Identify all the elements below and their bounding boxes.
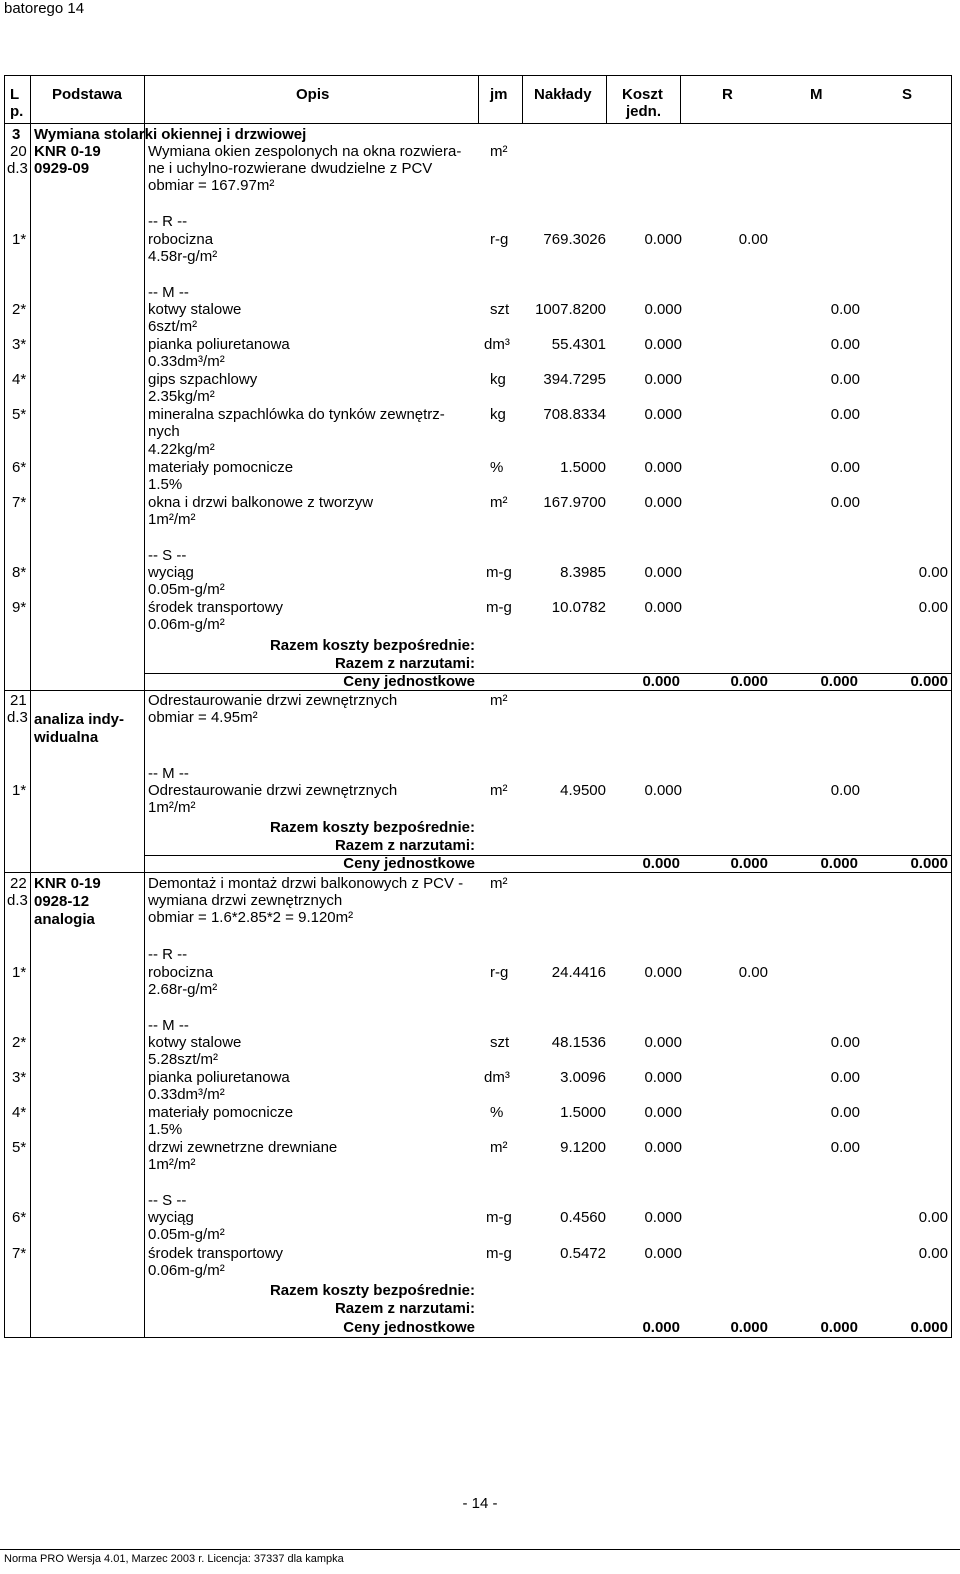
row-price: 0.000 <box>644 599 682 616</box>
row-lp: 8* <box>12 564 27 581</box>
item-quantity: obmiar = 167.97m² <box>148 177 275 194</box>
row-unit: % <box>490 459 504 476</box>
col-basis-divider <box>144 75 145 1338</box>
unit-price-s: 0.000 <box>910 673 948 690</box>
row-cost: 0.00 <box>830 406 860 423</box>
item-basis: analiza indy- <box>34 711 125 728</box>
unit-price-total: 0.000 <box>642 1319 680 1336</box>
col-lp-divider <box>30 75 31 1338</box>
table-bottom-border <box>4 1337 952 1338</box>
row-price: 0.000 <box>644 1069 682 1086</box>
row-value: 394.7295 <box>543 371 606 388</box>
unit-prices-label: Ceny jednostkowe <box>343 855 475 872</box>
row-norm: 4.58r-g/m² <box>148 248 218 265</box>
row-value: 1007.8200 <box>535 301 606 318</box>
row-unit: % <box>490 1104 504 1121</box>
row-cost: 0.00 <box>738 231 768 248</box>
row-norm: 4.22kg/m² <box>148 441 215 458</box>
row-value: 4.9500 <box>560 782 606 799</box>
row-value: 708.8334 <box>543 406 606 423</box>
row-name: środek transportowy <box>148 599 284 616</box>
row-price: 0.000 <box>644 371 682 388</box>
row-norm: 0.06m-g/m² <box>148 1262 225 1279</box>
header-koszt: Koszt <box>622 86 663 103</box>
row-value: 48.1536 <box>551 1034 606 1051</box>
row-norm: 0.33dm³/m² <box>148 1086 225 1103</box>
row-value: 0.5472 <box>560 1245 606 1262</box>
row-value: 167.9700 <box>543 494 606 511</box>
row-cost: 0.00 <box>830 301 860 318</box>
header-opis: Opis <box>296 86 330 103</box>
row-cost: 0.00 <box>830 459 860 476</box>
row-lp: 9* <box>12 599 27 616</box>
total-direct-label: Razem koszty bezpośrednie: <box>269 637 475 654</box>
item-number: d.3 <box>7 892 28 909</box>
row-unit: m-g <box>486 599 512 616</box>
row-unit: r-g <box>490 964 509 981</box>
row-unit: m-g <box>486 1245 512 1262</box>
row-price: 0.000 <box>644 1034 682 1051</box>
row-name: wyciąg <box>148 564 194 581</box>
row-value: 24.4416 <box>551 964 606 981</box>
group-label: -- M -- <box>148 1017 189 1034</box>
header-r: R <box>722 86 733 103</box>
row-price: 0.000 <box>644 964 682 981</box>
row-unit: dm³ <box>484 336 510 353</box>
row-price: 0.000 <box>644 336 682 353</box>
row-value: 9.1200 <box>560 1139 606 1156</box>
row-unit: m-g <box>486 564 512 581</box>
row-name: mineralna szpachlówka do tynków zewnętrz- <box>148 406 445 423</box>
item-description: Odrestaurowanie drzwi zewnętrznych <box>148 692 398 709</box>
row-value: 8.3985 <box>560 564 606 581</box>
row-unit: dm³ <box>484 1069 510 1086</box>
row-cost: 0.00 <box>918 1245 948 1262</box>
row-norm: 2.35kg/m² <box>148 388 215 405</box>
row-value: 769.3026 <box>543 231 606 248</box>
item-description: Demontaż i montaż drzwi balkonowych z PCV - <box>148 875 464 892</box>
row-norm: 1m²/m² <box>148 1156 196 1173</box>
total-direct-label: Razem koszty bezpośrednie: <box>269 1282 475 1299</box>
row-cost: 0.00 <box>830 1104 860 1121</box>
total-direct-label: Razem koszty bezpośrednie: <box>269 819 475 836</box>
row-unit: m² <box>490 494 508 511</box>
row-norm: 1m²/m² <box>148 511 196 528</box>
row-unit: r-g <box>490 231 509 248</box>
total-markup-label: Razem z narzutami: <box>334 1300 475 1317</box>
item-basis: 0928-12 <box>34 893 90 910</box>
row-norm: 6szt/m² <box>148 318 198 335</box>
row-lp: 5* <box>12 1139 27 1156</box>
item-unit: m² <box>490 875 508 892</box>
row-lp: 5* <box>12 406 27 423</box>
section-title: Wymiana stolarki okiennej i drzwiowej <box>34 126 307 143</box>
item-description: wymiana drzwi zewnętrznych <box>148 892 343 909</box>
row-cost: 0.00 <box>830 1034 860 1051</box>
row-norm: 0.06m-g/m² <box>148 616 225 633</box>
item-basis: 0929-09 <box>34 160 90 177</box>
row-name: materiały pomocnicze <box>148 1104 294 1121</box>
row-lp: 3* <box>12 1069 27 1086</box>
row-value: 0.4560 <box>560 1209 606 1226</box>
unit-price-s: 0.000 <box>910 1319 948 1336</box>
row-name: kotwy stalowe <box>148 1034 242 1051</box>
item-basis: widualna <box>34 729 99 746</box>
row-norm: 0.05m-g/m² <box>148 1226 225 1243</box>
table-right-border <box>951 75 952 1338</box>
group-label: -- R -- <box>148 213 188 230</box>
group-label: -- M -- <box>148 284 189 301</box>
unit-prices-label: Ceny jednostkowe <box>343 673 475 690</box>
row-norm: 0.05m-g/m² <box>148 581 225 598</box>
total-markup-label: Razem z narzutami: <box>334 837 475 854</box>
row-norm: 1m²/m² <box>148 799 196 816</box>
row-price: 0.000 <box>644 782 682 799</box>
row-price: 0.000 <box>644 301 682 318</box>
row-lp: 2* <box>12 301 27 318</box>
section-number: 3 <box>12 126 21 143</box>
row-price: 0.000 <box>644 459 682 476</box>
row-norm: 5.28szt/m² <box>148 1051 219 1068</box>
page-title: batorego 14 <box>4 0 85 17</box>
header-jm: jm <box>490 86 508 103</box>
row-name: gips szpachlowy <box>148 371 258 388</box>
row-name: pianka poliuretanowa <box>148 1069 290 1086</box>
page-number: - 14 - <box>462 1495 498 1512</box>
header-lp: p. <box>10 103 24 120</box>
group-label: -- R -- <box>148 946 188 963</box>
item-basis: KNR 0-19 <box>34 875 101 892</box>
item-separator <box>4 872 952 873</box>
item-separator <box>4 690 952 691</box>
header-naklady: Nakłady <box>534 86 592 103</box>
row-cost: 0.00 <box>918 1209 948 1226</box>
row-cost: 0.00 <box>918 599 948 616</box>
item-number: 20 <box>10 143 27 160</box>
group-label: -- S -- <box>148 547 187 564</box>
item-basis: KNR 0-19 <box>34 143 101 160</box>
unit-price-r: 0.000 <box>730 855 768 872</box>
item-number: 22 <box>10 875 27 892</box>
row-value: 1.5000 <box>560 1104 606 1121</box>
row-name: robocizna <box>148 964 214 981</box>
row-unit: kg <box>490 371 506 388</box>
unit-price-m: 0.000 <box>820 855 858 872</box>
unit-price-s: 0.000 <box>910 855 948 872</box>
header-s: S <box>902 86 913 103</box>
row-cost: 0.00 <box>830 371 860 388</box>
item-unit: m² <box>490 692 508 709</box>
row-lp: 1* <box>12 964 27 981</box>
item-basis: analogia <box>34 911 95 928</box>
row-lp: 7* <box>12 1245 27 1262</box>
row-price: 0.000 <box>644 1104 682 1121</box>
row-lp: 4* <box>12 1104 27 1121</box>
row-unit: m-g <box>486 1209 512 1226</box>
row-unit: m² <box>490 782 508 799</box>
row-value: 55.4301 <box>551 336 606 353</box>
row-name: kotwy stalowe <box>148 301 242 318</box>
row-lp: 1* <box>12 782 27 799</box>
row-lp: 4* <box>12 371 27 388</box>
row-name: Odrestaurowanie drzwi zewnętrznych <box>148 782 398 799</box>
row-unit: m² <box>490 1139 508 1156</box>
item-unit: m² <box>490 143 508 160</box>
header-lp: L <box>10 86 20 103</box>
header-bottom-border <box>4 123 952 124</box>
row-name: pianka poliuretanowa <box>148 336 290 353</box>
row-lp: 2* <box>12 1034 27 1051</box>
item-description: Wymiana okien zespolonych na okna rozwiera- <box>148 143 462 160</box>
unit-price-m: 0.000 <box>820 673 858 690</box>
header-podstawa: Podstawa <box>52 86 123 103</box>
row-unit: kg <box>490 406 506 423</box>
unit-prices-label: Ceny jednostkowe <box>343 1319 475 1336</box>
item-quantity: obmiar = 4.95m² <box>148 709 258 726</box>
row-name: materiały pomocnicze <box>148 459 294 476</box>
row-value: 3.0096 <box>560 1069 606 1086</box>
item-number: 21 <box>10 692 27 709</box>
row-lp: 6* <box>12 1209 27 1226</box>
row-name: środek transportowy <box>148 1245 284 1262</box>
row-value: 10.0782 <box>551 599 606 616</box>
header-m: M <box>810 86 823 103</box>
row-norm: 0.33dm³/m² <box>148 353 225 370</box>
unit-price-m: 0.000 <box>820 1319 858 1336</box>
row-norm: 2.68r-g/m² <box>148 981 218 998</box>
item-number: d.3 <box>7 160 28 177</box>
row-value: 1.5000 <box>560 459 606 476</box>
header-col-divider <box>680 75 681 123</box>
row-price: 0.000 <box>644 231 682 248</box>
row-cost: 0.00 <box>738 964 768 981</box>
row-unit: szt <box>490 301 510 318</box>
unit-price-total: 0.000 <box>642 855 680 872</box>
row-price: 0.000 <box>644 564 682 581</box>
row-name: drzwi zewnetrzne drewniane <box>148 1139 338 1156</box>
unit-price-r: 0.000 <box>730 673 768 690</box>
table-left-border <box>4 75 5 1338</box>
row-norm: 1.5% <box>148 476 183 493</box>
row-unit: szt <box>490 1034 510 1051</box>
row-cost: 0.00 <box>830 782 860 799</box>
header-col-divider <box>522 75 523 123</box>
row-cost: 0.00 <box>830 1069 860 1086</box>
row-cost: 0.00 <box>830 336 860 353</box>
row-cost: 0.00 <box>830 1139 860 1156</box>
row-price: 0.000 <box>644 494 682 511</box>
item-number: d.3 <box>7 709 28 726</box>
row-lp: 3* <box>12 336 27 353</box>
header-col-divider <box>606 75 607 123</box>
unit-price-r: 0.000 <box>730 1319 768 1336</box>
header-col-divider <box>478 75 479 123</box>
row-cost: 0.00 <box>830 494 860 511</box>
header-koszt: jedn. <box>626 103 662 120</box>
row-lp: 7* <box>12 494 27 511</box>
item-quantity: obmiar = 1.6*2.85*2 = 9.120m² <box>148 909 354 926</box>
footer-divider <box>0 1549 960 1550</box>
row-cost: 0.00 <box>918 564 948 581</box>
row-lp: 6* <box>12 459 27 476</box>
row-name: okna i drzwi balkonowe z tworzyw <box>148 494 374 511</box>
unit-price-total: 0.000 <box>642 673 680 690</box>
total-markup-label: Razem z narzutami: <box>334 655 475 672</box>
row-name: nych <box>148 423 180 440</box>
row-price: 0.000 <box>644 1209 682 1226</box>
row-price: 0.000 <box>644 406 682 423</box>
row-lp: 1* <box>12 231 27 248</box>
row-name: robocizna <box>148 231 214 248</box>
row-name: wyciąg <box>148 1209 194 1226</box>
item-description: ne i uchylno-rozwierane dwudzielne z PCV <box>148 160 433 177</box>
row-norm: 1.5% <box>148 1121 183 1138</box>
row-price: 0.000 <box>644 1139 682 1156</box>
row-price: 0.000 <box>644 1245 682 1262</box>
footer-text: Norma PRO Wersja 4.01, Marzec 2003 r. Licencja: 37337 dla kampka <box>4 1553 344 1565</box>
group-label: -- S -- <box>148 1192 187 1209</box>
group-label: -- M -- <box>148 765 189 782</box>
